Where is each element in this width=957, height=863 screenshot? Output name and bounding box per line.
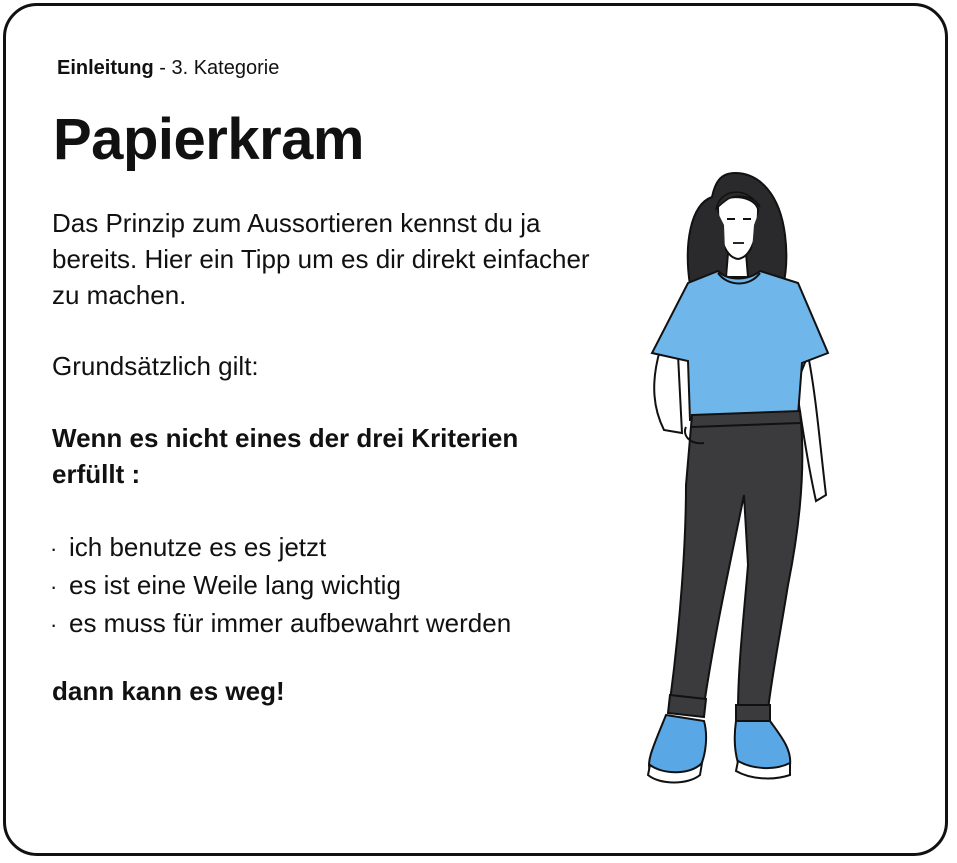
bullet-dot-icon: · <box>50 574 58 599</box>
list-item <box>50 567 511 605</box>
breadcrumb <box>57 56 279 80</box>
bullet-dot-icon: · <box>50 536 58 561</box>
criteria-heading: Wenn es nicht eines der drei Kriterien erfüllt : <box>52 423 519 489</box>
conclusion-text: dann kann es weg! <box>52 676 285 706</box>
criteria-list <box>50 529 511 643</box>
criteria-item-text: ich benutze es es jetzt <box>69 532 327 562</box>
bullet-dot-icon: · <box>50 612 58 637</box>
list-item <box>50 605 511 643</box>
breadcrumb-section: Einleitung <box>57 57 154 79</box>
breadcrumb-category: 3. Kategorie <box>171 57 280 79</box>
criteria-item-text: es muss für immer aufbewahrt werden <box>69 608 512 638</box>
woman-standing-illustration <box>620 165 850 785</box>
intro-paragraph: Das Prinzip zum Aussortieren kennst du ja bereits. Hier ein Tipp um es dir direkt einfacher zu machen. <box>52 208 590 310</box>
page-title: Papierkram <box>53 107 364 172</box>
list-item <box>50 529 511 567</box>
breadcrumb-separator: - <box>159 57 166 79</box>
rule-intro: Grundsätzlich gilt: <box>52 351 259 381</box>
criteria-item-text: es ist eine Weile lang wichtig <box>69 570 401 600</box>
